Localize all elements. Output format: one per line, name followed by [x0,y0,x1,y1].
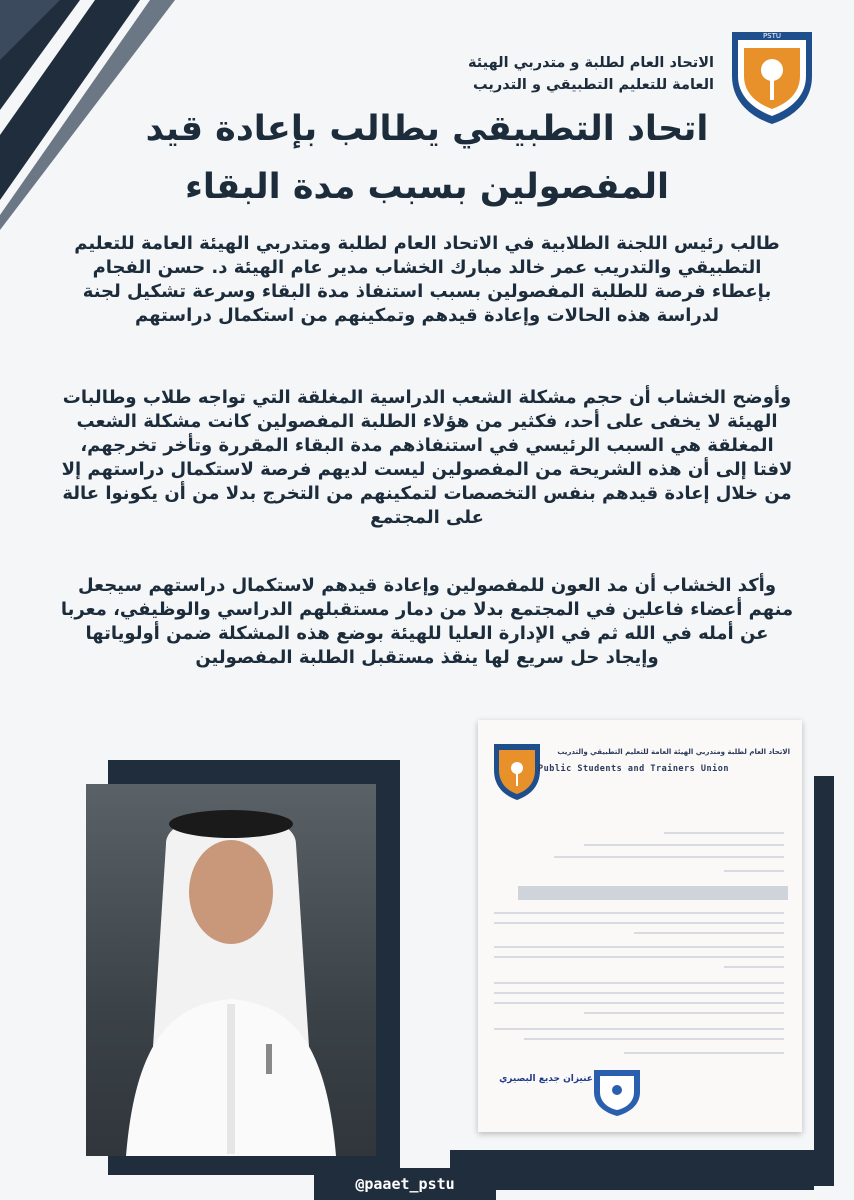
letter-org-english: Public Students and Trainers Union [538,764,729,774]
letter-text-line [664,832,784,834]
logo-text: PSTU [762,32,782,40]
letter-text-line [494,922,784,924]
letter-text-line [494,1028,784,1030]
letter-backdrop-bottom [450,1150,814,1190]
letter-text-line [584,1012,784,1014]
letter-text-line [724,966,784,968]
portrait-illustration [86,784,376,1156]
letter-text-line [494,982,784,984]
letter-text-line [494,956,784,958]
paragraph-1: طالب رئيس اللجنة الطلابية في الاتحاد العام لطلبة ومتدربي الهيئة العامة للتعليم التطبيقي والتدريب عمر خالد مبارك الخشاب مدير عام الهيئة د. حسن الفجام بإعطاء فرصة للطلبة المفصولين بسبب استنفاذ مدة البقاء وسرعة تشكيل لجنة لدراسة هذه الحالات وإعادة قيدهم وتمكينهم من استكمال دراستهم [74,233,780,326]
org-name [394,52,714,96]
letter-backdrop [814,776,834,1186]
letter-logo [490,740,544,804]
letter-text-line [634,932,784,934]
letter-text-line [554,856,784,858]
letter-org-arabic: الاتحاد العام لطلبة ومتدربي الهيئة العامة للتعليم التطبيقي والتدريب [557,748,790,756]
union-logo [726,26,818,126]
social-handle: @paaet_pstu [314,1168,496,1200]
org-name-line1: الاتحاد العام لطلبة و متدربي الهيئة [467,55,714,71]
portrait-photo [86,784,376,1156]
letter-text-line [724,870,784,872]
letter-text-line [494,992,784,994]
letter-signature-name: عنيزان جديع البصيري [499,1074,593,1084]
headline [120,100,734,216]
letter-text-line [524,1038,784,1040]
headline-line1: اتحاد التطبيقي يطالب بإعادة قيد [145,109,709,149]
org-name-line2: العامة للتعليم التطبيقي و التدريب [473,77,714,93]
letter-text-line [494,946,784,948]
letter-stamp [590,1068,644,1118]
letter-text-line [494,912,784,914]
letter-text-line [584,844,784,846]
letter-text-line [624,1052,784,1054]
paragraph-3: وأكد الخشاب أن مد العون للمفصولين وإعادة قيدهم لاستكمال دراستهم سيجعل منهم أعضاء فاعلين في المجتمع بدلا من دمار مستقبلهم الدراسي والوظيفي، معربا عن أمله في الله ثم في الإدارة العليا للهيئة بوضع هذه المشكلة ضمن أولوياتها وإيجاد حل سريع لها ينقذ مستقبل الطلبة المفصولين [60,575,794,668]
headline-line2: المفصولين بسبب مدة البقاء [184,167,669,207]
letter-text-line [494,1002,784,1004]
letter-subject-bar [518,886,788,900]
paragraph-2: وأوضح الخشاب أن حجم مشكلة الشعب الدراسية المغلقة التي تواجه طلاب وطالبات الهيئة لا يخفى على أحد، فكثير من هؤلاء الطلبة المفصولين كانت مشكلة الشعب المغلقة هي السبب الرئيسي في استنفاذهم مدة البقاء المقررة وتأخر تخرجهم، لافتا إلى أن هذه الشريحة من المفصولين ليست لديهم فرصة لاستكمال دراستهم إلا من خلال إعادة قيدهم بنفس التخصصات لتمكينهم من التخرج بدلا من أن يكونوا عالة على المجتمع [61,387,793,528]
official-letter [478,720,802,1132]
